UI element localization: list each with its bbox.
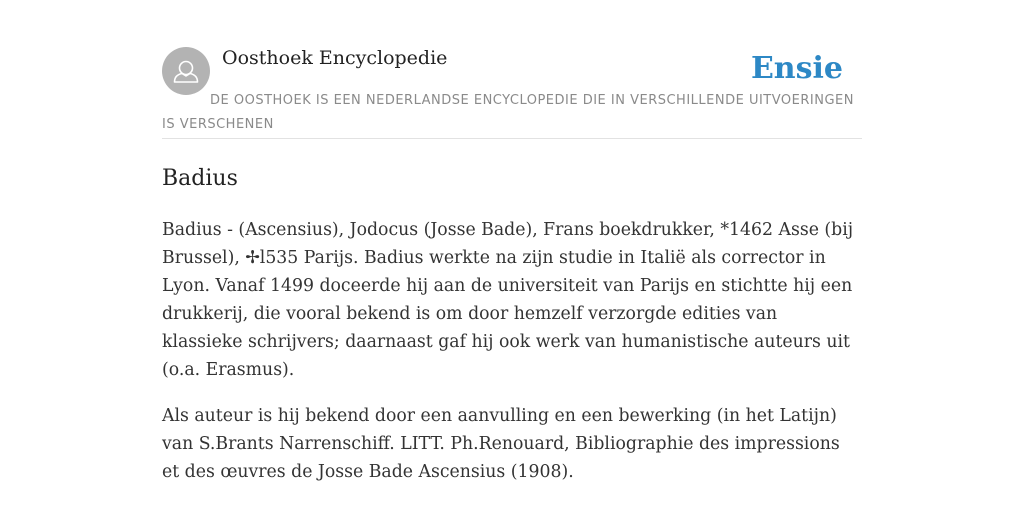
page-container — [162, 0, 862, 482]
article-body — [162, 216, 862, 504]
site-header — [162, 0, 862, 139]
article-paragraph: Badius - (Ascensius), Jodocus (Josse Bade), Frans boekdrukker, *1462 Asse (bij Brussel), ✢l535 Parijs. Badius werkte na zijn studie in Italië als corrector in Lyon. Vanaf 1499 doceerde hij aan de universiteit van Parijs en stichtte hij een drukkerij, die vooral bekend is om door hemzelf verzorgde edities van klassieke schrijvers; daarnaast gaf hij ook werk van humanistische auteurs uit (o.a. Erasmus). — [162, 220, 854, 380]
article-paragraph: Als auteur is hij bekend door een aanvulling en een bewerking (in het Latijn) van S.Brants Narrenschiff. LITT. Ph.Renouard, Bibliographie des impressions et des œuvres de Josse Bade Ascensius (1908). — [162, 406, 840, 482]
site-tagline: DE OOSTHOEK IS EEN NEDERLANDSE ENCYCLOPEDIE DIE IN VERSCHILLENDE UITVOERINGEN IS VERSCHENEN — [162, 93, 854, 132]
user-silhouette-icon[interactable] — [162, 47, 210, 95]
brand-logo[interactable]: Ensie — [750, 51, 843, 86]
site-name-link[interactable]: Oosthoek Encyclopedie — [222, 47, 448, 69]
article-title: Badius — [162, 166, 238, 191]
